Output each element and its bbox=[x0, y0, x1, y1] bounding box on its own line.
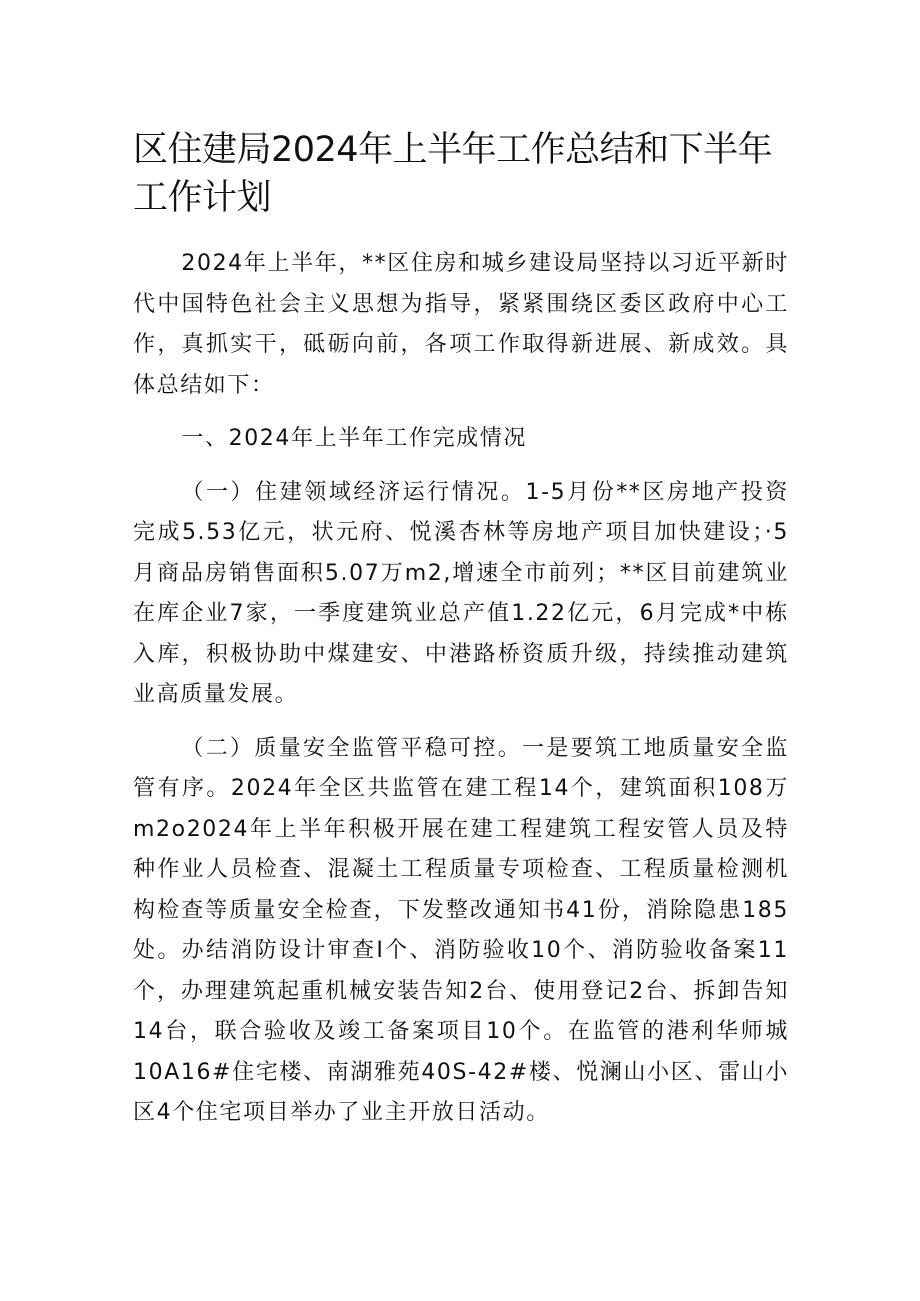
section-heading: 一、2024年上半年工作完成情况 bbox=[181, 426, 527, 451]
economy-paragraph: （一）住建领域经济运行情况。1-5月份**区房地产投资完成5.53亿元，状元府、悦溪杏林等房地产项目加快建设；·5月商品房销售面积5.07万m2,增速全市前列；**区目前建筑业在库企业7家，一季度建筑业总产值1.22亿元，6月完成*中栋入库，积极协助中煤建安、中港路桥资质升级，持续推动建筑业高质量发展。 bbox=[133, 479, 789, 707]
document-title: 区住建局2024年上半年工作总结和下半年工作计划 bbox=[133, 130, 773, 218]
document-body bbox=[133, 244, 789, 1134]
safety-paragraph: （二）质量安全监管平稳可控。一是要筑工地质量安全监管有序。2024年全区共监管在建工程14个，建筑面积108万m2o2024年上半年积极开展在建工程建筑工程安管人员及特种作业人员检查、混凝土工程质量专项检查、工程质量检测机构检查等质量安全检查，下发整改通知书41份，消除隐患185处。办结消防设计审查I个、消防验收10个、消防验收备案11个，办理建筑起重机械安装告知2台、使用登记2台、拆卸告知14台，联合验收及竣工备案项目10个。在监管的港利华师城10A16#住宅楼、南湖雅苑40S-42#楼、悦澜山小区、雷山小区4个住宅项目举办了业主开放日活动。 bbox=[133, 735, 789, 1125]
intro-paragraph: 2024年上半年，**区住房和城乡建设局坚持以习近平新时代中国特色社会主义思想为指导，紧紧围绕区委区政府中心工作，真抓实干，砥砺向前，各项工作取得新进展、新成效。具体总结如下： bbox=[133, 251, 789, 398]
